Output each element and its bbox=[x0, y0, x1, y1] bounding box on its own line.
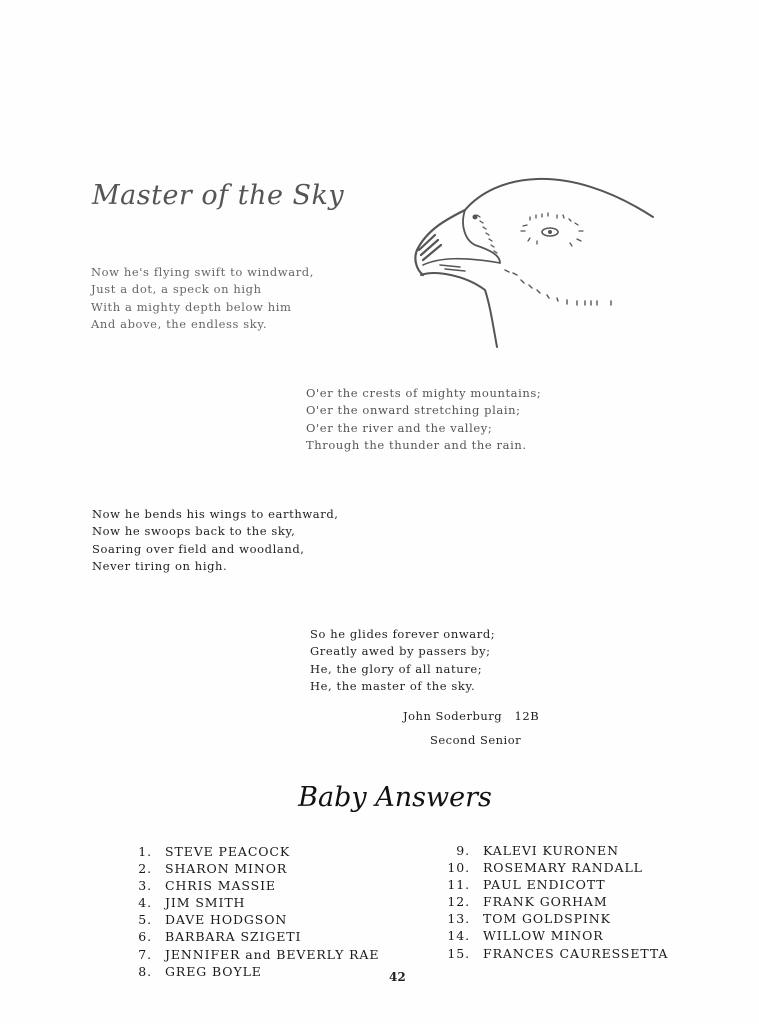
poem-line: So he glides forever onward; bbox=[310, 627, 496, 641]
poem-line: Now he's flying swift to windward, bbox=[91, 265, 315, 279]
item-number: 1. bbox=[138, 844, 152, 859]
list-item bbox=[444, 945, 668, 962]
item-number: 7. bbox=[138, 946, 152, 962]
poem-line: And above, the endless sky. bbox=[91, 316, 268, 331]
list-item bbox=[444, 842, 668, 859]
poem-line: Through the thunder and the rain. bbox=[306, 437, 527, 452]
item-name: DAVE HODGSON bbox=[165, 912, 288, 928]
list-item bbox=[444, 893, 668, 910]
list-item bbox=[444, 910, 668, 927]
list-item bbox=[126, 843, 379, 860]
poem-stanza-4 bbox=[310, 626, 495, 695]
item-number: 8. bbox=[138, 963, 152, 979]
list-item bbox=[126, 877, 379, 894]
poem-stanza-3 bbox=[92, 506, 339, 575]
list-item bbox=[444, 876, 668, 893]
item-number: 3. bbox=[138, 878, 152, 894]
item-name: BARBARA SZIGETI bbox=[165, 929, 302, 945]
item-name: CHRIS MASSIE bbox=[165, 878, 276, 894]
list-item bbox=[126, 928, 379, 945]
answers-list-left bbox=[126, 843, 379, 980]
poem-line: Never tiring on high. bbox=[92, 558, 228, 573]
poem-line: He, the master of the sky. bbox=[310, 678, 476, 693]
answers-list-right bbox=[444, 842, 668, 962]
item-name: FRANCES CAURESSETTA bbox=[483, 945, 669, 961]
item-number: 2. bbox=[138, 861, 152, 877]
item-name: ROSEMARY RANDALL bbox=[483, 860, 643, 876]
item-number: 5. bbox=[138, 912, 152, 928]
poem-title: Master of the Sky bbox=[92, 180, 345, 211]
item-name: PAUL ENDICOTT bbox=[483, 877, 606, 893]
poem-line: O'er the crests of mighty mountains; bbox=[306, 386, 542, 400]
item-number: 9. bbox=[456, 843, 470, 858]
item-name: STEVE PEACOCK bbox=[165, 844, 291, 859]
poem-author-class: Second Senior bbox=[430, 733, 522, 747]
item-number: 14. bbox=[447, 928, 470, 944]
list-item bbox=[444, 859, 668, 876]
item-name: TOM GOLDSPINK bbox=[483, 911, 611, 927]
poem-line: O'er the river and the valley; bbox=[306, 420, 493, 435]
bird-head-illustration bbox=[405, 165, 665, 355]
item-number: 6. bbox=[138, 929, 152, 945]
poem-line: With a mighty depth below him bbox=[91, 299, 292, 314]
poem-line: Now he bends his wings to earthward, bbox=[92, 507, 339, 521]
item-name: WILLOW MINOR bbox=[483, 928, 604, 944]
item-number: 11. bbox=[447, 877, 470, 893]
list-item bbox=[126, 894, 379, 911]
item-number: 13. bbox=[447, 911, 470, 927]
list-item bbox=[126, 911, 379, 928]
list-item bbox=[444, 927, 668, 944]
poem-line: Soaring over field and woodland, bbox=[92, 541, 305, 556]
item-number: 12. bbox=[447, 894, 470, 910]
list-item bbox=[126, 963, 379, 980]
poem-line: Just a dot, a speck on high bbox=[91, 282, 262, 297]
poem-stanza-1 bbox=[91, 264, 314, 333]
poem-author: John Soderburg 12B bbox=[403, 709, 540, 723]
item-name: FRANK GORHAM bbox=[483, 894, 608, 910]
poem-line: O'er the onward stretching plain; bbox=[306, 403, 521, 418]
item-number: 15. bbox=[447, 945, 470, 961]
list-item bbox=[126, 946, 379, 963]
item-name: KALEVI KURONEN bbox=[483, 843, 619, 858]
poem-line: Greatly awed by passers by; bbox=[310, 644, 491, 659]
item-name: JENNIFER and BEVERLY RAE bbox=[165, 946, 380, 962]
baby-answers-title: Baby Answers bbox=[298, 782, 492, 813]
poem-line: Now he swoops back to the sky, bbox=[92, 524, 296, 539]
item-name: SHARON MINOR bbox=[165, 861, 288, 877]
page-number: 42 bbox=[389, 970, 406, 984]
item-name: GREG BOYLE bbox=[165, 963, 262, 979]
poem-line: He, the glory of all nature; bbox=[310, 661, 483, 676]
poem-stanza-2 bbox=[306, 385, 541, 454]
item-number: 10. bbox=[447, 860, 470, 876]
item-number: 4. bbox=[138, 895, 152, 911]
list-item bbox=[126, 860, 379, 877]
item-name: JIM SMITH bbox=[165, 895, 246, 911]
